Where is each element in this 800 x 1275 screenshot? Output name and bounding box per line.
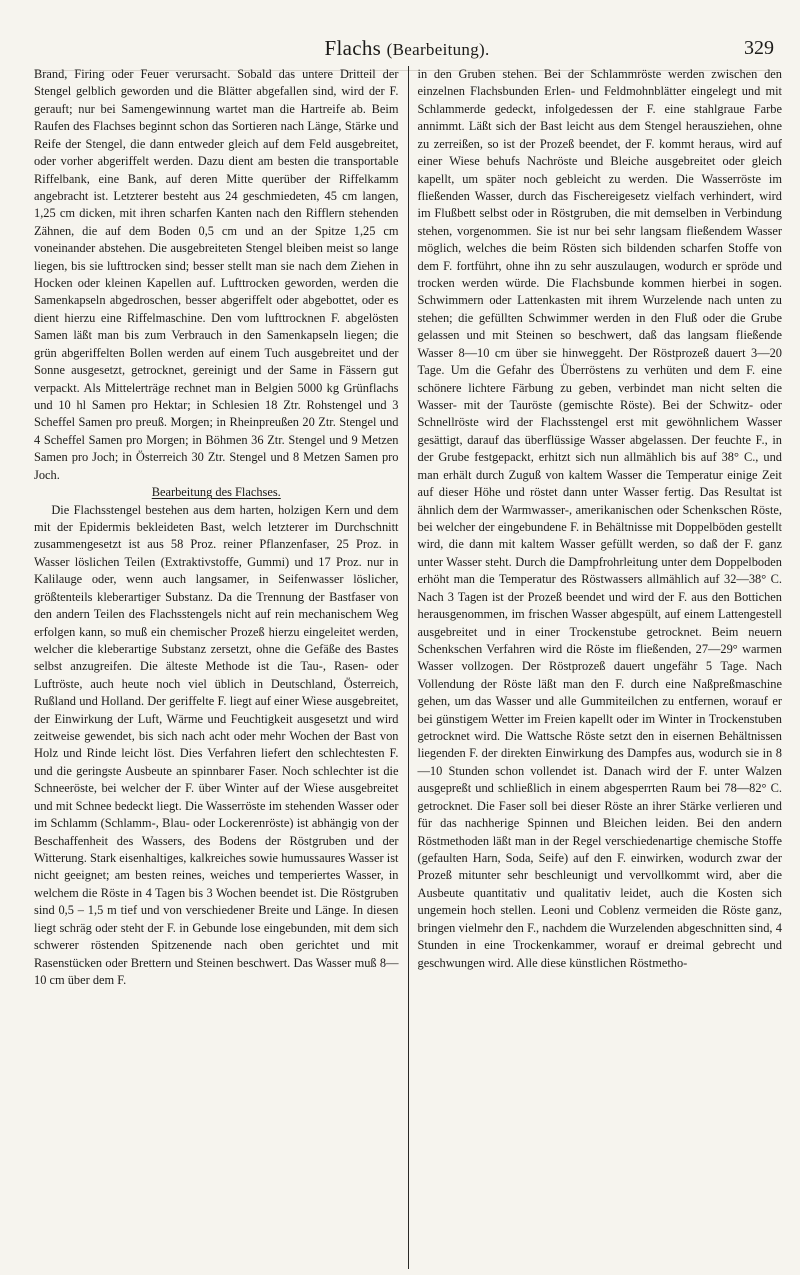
running-title [34,36,780,61]
text-columns [34,66,782,1269]
page-number: 329 [744,37,774,59]
right-column [408,66,783,1269]
left-paragraph-2: Die Flachsstengel bestehen aus dem harten, holzigen Kern und dem mit der Epidermis bekleideten Bast, welch letzterer im Durchschnitt zusammengesetzt ist aus 58 Proz. reiner Pflanzenfaser, 25 Proz. in Wasser löslichen Teilen (Extraktivstoffe, Gummi) und 17 Proz. nur in Kalilauge oder, wenn auch langsamer, in Seifenwasser löslicher, größtenteils kleberartiger Substanz. Da die Trennung der Bastfaser von den andern Teilen des Flachsstengels nicht auf rein mechanischem Weg erfolgen kann, so muß ein chemischer Prozeß hierzu eingeleitet werden, welcher die kleberartige Substanz zersetzt, ohne die Gefäße des Bastes selbst anzugreifen. Die älteste Methode ist die Tau-, Rasen- oder Luftröste, auch heute noch viel üblich in Deutschland, Österreich, Rußland und Holland. Der geriffelte F. liegt auf einer Wiese ausgebreitet, der Einwirkung der Luft, Wärme und Feuchtigkeit ausgesetzt und wird zeitweise gewendet, bis sich nach acht oder mehr Wochen der Bast von Holz und Rinde leicht löst. Dies Verfahren liefert den schlechtesten F. und die geringste Ausbeute an spinnbarer Faser. Noch schlechter ist die Schneeröste, bei welcher der F. über Winter auf der Wiese ausgebreitet und mit Schnee bedeckt liegt. Die Wasserröste im stehenden Wasser oder im Schlamm (Schlamm-, Blau- oder Lockerenröste) ist abhängig von der Beschaffenheit des Wassers, des Bodens der Röstgruben und der Witterung. Stark eisenhaltiges, kalkreiches sowie humussaures Wasser ist nicht geeignet; am besten reines, weiches und temperiertes Wasser, in welchem die Röste in 4 Tagen bis 3 Wochen beendet ist. Die Röstgruben sind 0,5 – 1,5 m tief und von verschiedener Breite und Länge. In diesen liegt schräg oder steht der F. in Gebunde lose eingebunden, mit dem sich schwerer röstenden Spitzenende nach oben gerichtet und mit Rasenstücken oder Brettern und Steinen beschwert. Das Wasser muß 8—10 cm über dem F. [34,502,399,987]
right-paragraph-1: in den Gruben stehen. Bei der Schlammröste werden zwischen den einzelnen Flachsbunden Erlen- und Feldmohnblätter eingelegt und mit Schlammerde gedeckt, infolgedessen der F. eine stahlgraue Farbe annimmt. Läßt sich der Bast leicht aus dem Stengel herausziehen, ohne zu zerreißen, so ist der Prozeß beendet, der F. kommt heraus, wird auf einer Wiese behufs Nachröste und Bleiche ausgebreitet oder gleich kapellt, um später noch gebleicht zu werden. Die Wasserröste im fließenden Wasser, durch das Fischereigesetz vielfach verhindert, wird im Flußbett selbst oder in Röstgruben, die mit demselben in Verbindung stehen, vorgenommen. Sie ist nur bei sehr langsam fließendem Wasser möglich, welches die beim Rösten sich bildenden scharfen Stoffe von dem F. fortführt, ohne ihn zu sehr auszulaugen, wodurch er spröde und trocken werden würde. Die Flachsbunde kommen hierbei in sogen. Schwimmern oder Lattenkasten mit ihrem Wurzelende nach unten zu stehen; die gefüllten Schwimmer werden in den Fluß oder die Grube gelassen und mit Steinen so beschwert, daß das langsam fließende Wasser 8—10 cm über sie hinweggeht. Der Röstprozeß dauert 3—20 Tage. Um die Gefahr des Überröstens zu verhüten und dem F. eine schönere lichtere Färbung zu geben, verbindet man nicht selten die Wasser- mit der Tauröste (gemischte Röste). Bei der Schwitz- oder Schnellröste wird der Flachsstengel erst mit gewöhnlichem Wasser gesättigt, darauf das überflüssige Wasser abgelassen. Der feuchte F., in der Grube festgepackt, erhitzt sich nun allmählich bis auf 38° C., und man erhält durch Zuguß von kaltem Wasser die Temperatur einige Zeit auf dieser Höhe und röstet dann unter Wasser fertig. Das Resultat ist ähnlich dem der Warmwasser-, amerikanischen oder Schenkschen Röste, bei welcher der eingebundene F. in Behältnisse mit Doppelböden gestellt wird, die dann mit kaltem Wasser gefüllt werden, so daß der F. ganz unter Wasser steht. Durch die Dampfrohrleitung unter dem Doppelboden erhöht man die Temperatur des Röstwassers allmählich auf 32—38° C. Nach 3 Tagen ist der Prozeß beendet und wird der F. aus den Bottichen herausgenommen, im frischen Wasser abgespült, auf einem Lattengestell ausgebreitet und in einer Trockenstube getrocknet. Beim neuern Schenkschen Verfahren wird die Röste im fließenden, 27—29° warmen Wasser vollzogen. Der Röstprozeß dauert ungefähr 5 Tage. Nach Vollendung der Röste läßt man den F. durch eine Naßpreßmaschine gehen, um das Wasser und alle Gummiteilchen zu entfernen, worauf er bei günstigem Wetter im Freien kapellt oder im Winter in Trockenstuben getrocknet wird. Die Wattsche Röste setzt den in eisernen Behältnissen liegenden F. der direkten Einwirkung des Dampfes aus, wodurch sie in 8—10 Stunden schon vollendet ist. Danach wird der F. unter Walzen ausgepreßt und schließlich in einem abgesperrten Raum bei 78—82° C. getrocknet. Die Faser soll bei dieser Röste an ihrer Stärke verlieren und für das nachherige Spinnen und Bleichen leiden. Bei den andern Röstmethoden läßt man in der Regel verschiedenartige chemische Stoffe (gefaulten Harn, Soda, Seife) auf den F. einwirken, wodurch zwar der Prozeß mitunter sehr beschleunigt und vervollkommt wird, aber die Ausbeute quantitativ und qualitativ leidet, auch die Kosten sich ungemein hoch stellen. Leoni und Coblenz vermeiden die Röste ganz, bringen vielmehr den F., nachdem die Wurzelenden abgeschnitten sind, 4 Stunden in eine Trockenkammer, worauf er dreimal gebrecht und geschwungen wird. Alle diese künstlichen Röstmetho- [417,67,782,970]
page-header [34,30,780,71]
running-title-main: Flachs [324,36,382,60]
left-paragraph-1: Brand, Firing oder Feuer verursacht. Sobald das untere Dritteil der Stengel gelblich geworden und die Blätter abgefallen sind, wird der F. gerauft; nur bei Samengewinnung wartet man die Hartreife ab. Beim Raufen des Flachses beginnt schon das Sortieren nach Länge, Stärke und Reife der Stengel, die dann entweder gleich auf dem Feld ausgebreitet, oder vorher abgeriffelt werden. Dazu dient am besten die transportable Riffelbank, eine Bank, auf deren Mitte querüber der Riffelkamm angebracht ist. Letzterer besteht aus 24 geschmiedeten, 45 cm langen, 1,25 cm dicken, mit ihren scharfen Kanten nach den Rifflern stehenden Zähnen, die auf dem Boden 0,5 cm und an der Spitze 1,25 cm voneinander abstehen. Die ausgebreiteten Stengel bleiben meist so lange liegen, bis sie lufttrocken sind; besser stellt man sie nach dem Ziehen in Hocken oder kleinen Kapellen auf. Lufttrocken geworden, werden die Samenkapseln abgedroschen, besser abgeriffelt oder abgebottet, oder es dient hierzu eine Riffelmaschine. Den vom lufttrocknen F. abgelösten Samen läßt man bis zum Verbrauch in den Samenkapseln liegen; die grün abgeriffelten Bollen werden auf einem Tuch ausgebreitet und der Sonne ausgesetzt, getrocknet, gereinigt und der Same in Fässern gut verpackt. Als Mittelerträge rechnet man in Belgien 5000 kg Grünflachs und 10 hl Samen pro Hektar; in Schlesien 18 Ztr. Rohstengel und 3 Scheffel Samen pro preuß. Morgen; in Rheinpreußen 20 Ztr. Stengel und 4 Scheffel Samen pro Morgen; in Böhmen 36 Ztr. Stengel und 9 Metzen Samen pro Joch; in Österreich 30 Ztr. Stengel und 8 Metzen Samen pro Joch. [34,67,399,482]
running-title-subtitle: (Bearbeitung). [386,40,490,59]
left-column [34,66,408,1269]
section-heading: Bearbeitung des Flachses. [151,485,281,500]
